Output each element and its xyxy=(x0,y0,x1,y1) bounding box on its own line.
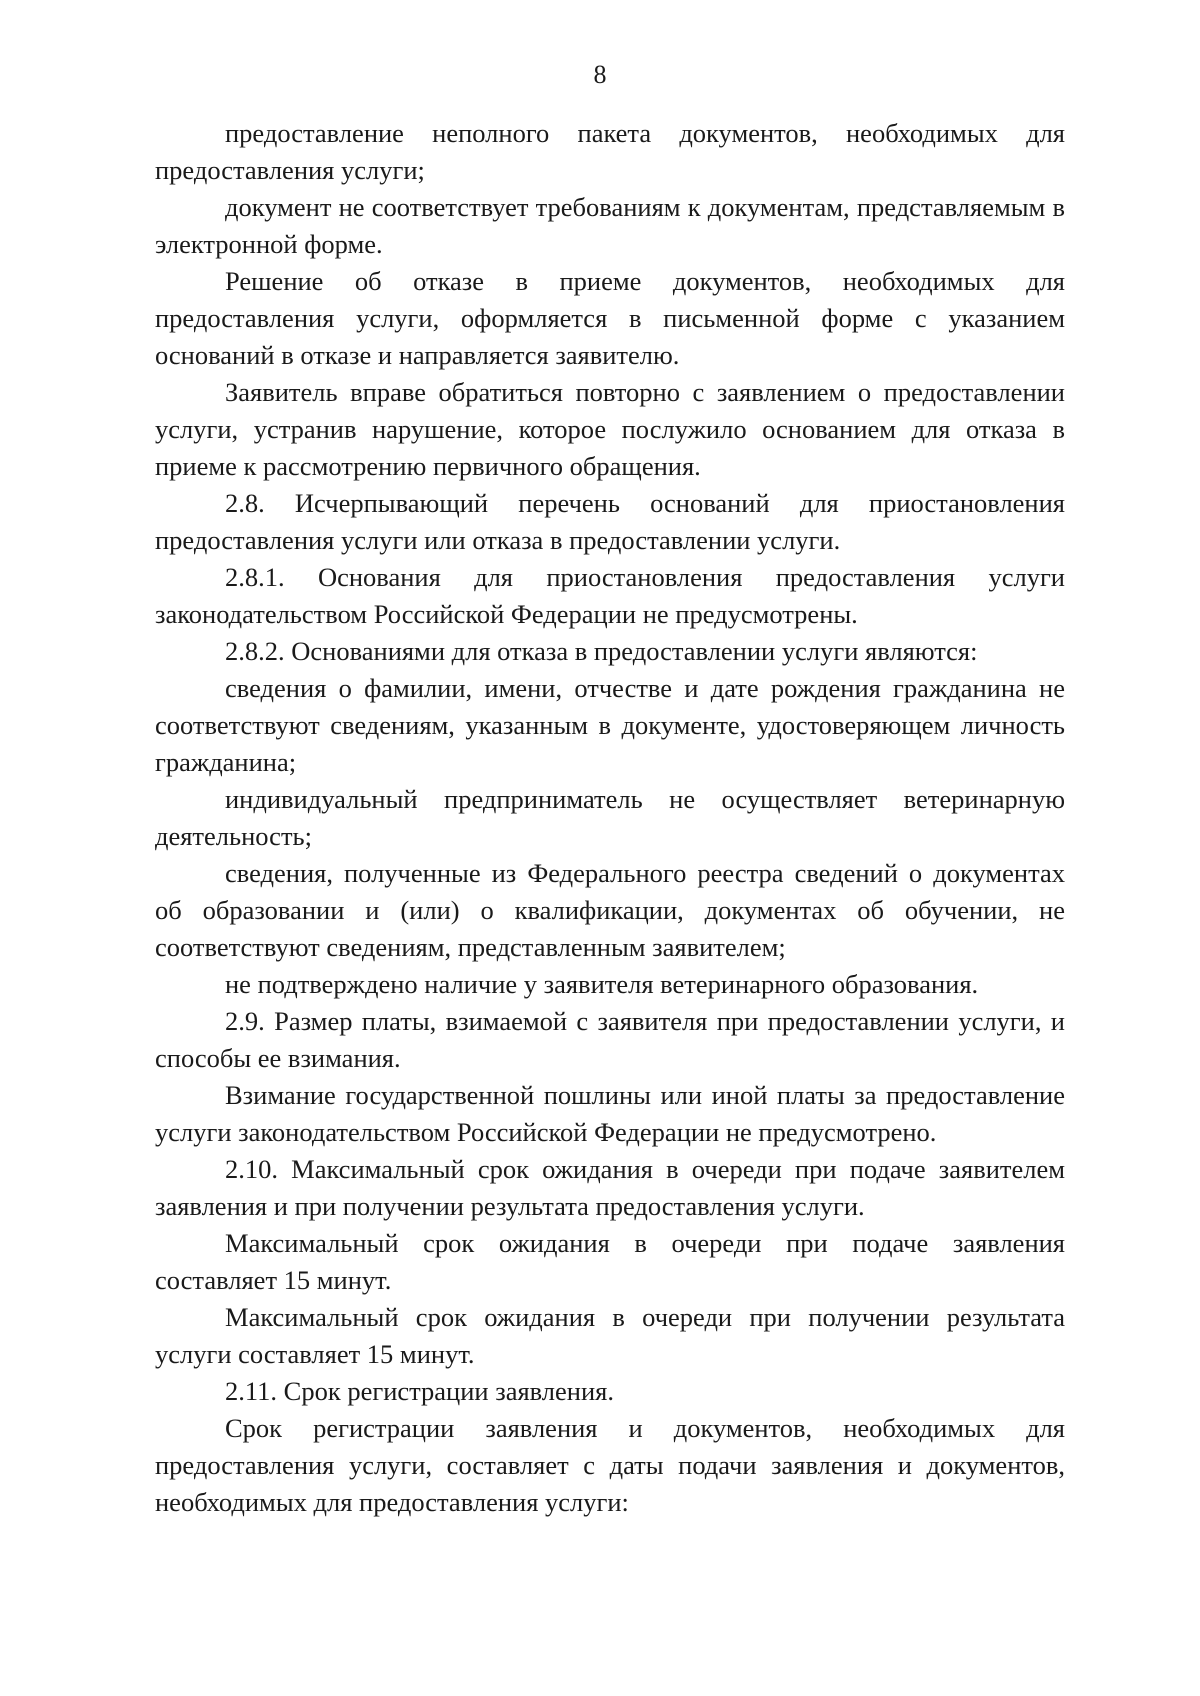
paragraph-section-2-8-1: 2.8.1. Основания для приостановления предоставления услуги законодательством Российской Федерации не предусмотрены. xyxy=(155,562,1065,629)
paragraph-registry-mismatch: сведения, полученные из Федерального реестра сведений о документах об образовании и (или) о квалификации, документах об обучении, не соответствуют сведениям, представленным заявителем; xyxy=(155,858,1065,962)
paragraph-wait-time-result: Максимальный срок ожидания в очереди при получении результата услуги составляет 15 минут. xyxy=(155,1302,1065,1369)
paragraph-wait-time-submission: Максимальный срок ожидания в очереди при подаче заявления составляет 15 минут. xyxy=(155,1228,1065,1295)
document-body xyxy=(155,115,1065,1521)
paragraph-registration-term: Срок регистрации заявления и документов, необходимых для предоставления услуги, составляет с даты подачи заявления и документов, необходимых для предоставления услуги: xyxy=(155,1413,1065,1517)
paragraph-section-2-11: 2.11. Срок регистрации заявления. xyxy=(225,1376,614,1406)
paragraph-incomplete-package: предоставление неполного пакета документов, необходимых для предоставления услуги; xyxy=(155,118,1065,185)
paragraph-no-fee: Взимание государственной пошлины или иной платы за предоставление услуги законодательством Российской Федерации не предусмотрено. xyxy=(155,1080,1065,1147)
paragraph-document-requirements: документ не соответствует требованиям к документам, представляемым в электронной форме. xyxy=(155,192,1065,259)
paragraph-section-2-8-2: 2.8.2. Основаниями для отказа в предоставлении услуги являются: xyxy=(225,636,978,666)
paragraph-refusal-decision: Решение об отказе в приеме документов, необходимых для предоставления услуги, оформляется в письменной форме с указанием оснований в отказе и направляется заявителю. xyxy=(155,266,1065,370)
page-number: 8 xyxy=(593,60,607,89)
paragraph-personal-data-mismatch: сведения о фамилии, имени, отчестве и дате рождения гражданина не соответствуют сведениям, указанным в документе, удостоверяющем личность гражданина; xyxy=(155,673,1065,777)
paragraph-repeat-application: Заявитель вправе обратиться повторно с заявлением о предоставлении услуги, устранив нарушение, которое послужило основанием для отказа в приеме к рассмотрению первичного обращения. xyxy=(155,377,1065,481)
paragraph-no-veterinary-activity: индивидуальный предприниматель не осуществляет ветеринарную деятельность; xyxy=(155,784,1065,851)
paragraph-no-education-confirmed: не подтверждено наличие у заявителя ветеринарного образования. xyxy=(225,969,979,999)
paragraph-section-2-9: 2.9. Размер платы, взимаемой с заявителя при предоставлении услуги, и способы ее взимания. xyxy=(155,1006,1065,1073)
paragraph-section-2-10: 2.10. Максимальный срок ожидания в очереди при подаче заявителем заявления и при получении результата предоставления услуги. xyxy=(155,1154,1065,1221)
paragraph-section-2-8: 2.8. Исчерпывающий перечень оснований для приостановления предоставления услуги или отказа в предоставлении услуги. xyxy=(155,488,1065,555)
